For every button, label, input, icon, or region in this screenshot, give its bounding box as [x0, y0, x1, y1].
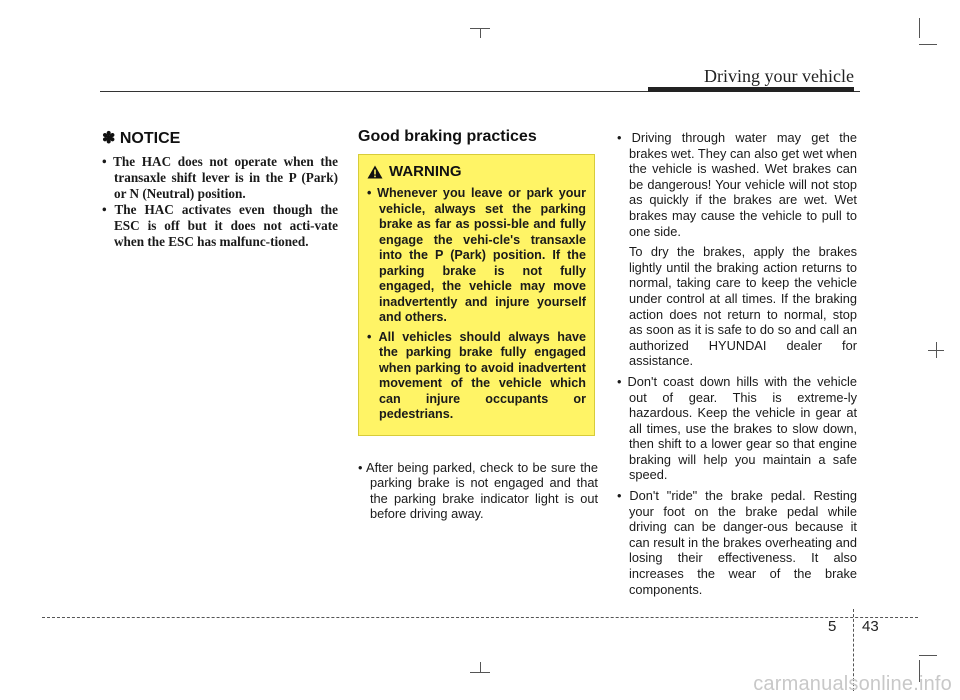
- crop-mark-top-center-v: [480, 28, 481, 38]
- crop-mark-bottom-center-h: [470, 672, 490, 673]
- water-paragraph: To dry the brakes, apply the brakes lightly until the braking action returns to normal, taking care to keep the vehicle under control at all times. If the braking action does not return to normal, stop as soon as it is safe to do so and call an authorized HYUNDAI dealer for assistance.: [629, 244, 857, 369]
- warning-item: • All vehicles should always have the parking brake fully engaged when parking to avoid inadvertent movement of the vehicle which can injure occupants or pedestrians.: [367, 329, 586, 421]
- braking-list-continued: [617, 130, 857, 239]
- watermark: carmanualsonline.info: [753, 673, 952, 695]
- notice-title: ✽ NOTICE: [102, 130, 181, 147]
- braking-item: • After being parked, check to be sure the parking brake is not engaged and that the parking brake indicator light is out before driving away.: [358, 459, 598, 522]
- braking-list-more: [617, 374, 857, 597]
- crop-mark-bottom-center-v: [480, 662, 481, 672]
- footer-rule: [42, 617, 918, 618]
- coast-item: • Don't coast down hills with the vehicle out of gear. This is extreme-ly hazardous. Keep the vehicle in gear at all times, use the brakes to slow down, then shift to a lower gear so that engine braking will help you maintain a safe speed.: [617, 373, 857, 483]
- crop-mark-bottom-right-h: [919, 655, 937, 656]
- chapter-number: 5: [828, 618, 837, 635]
- notice-column: [102, 128, 338, 250]
- page-number: 43: [862, 618, 879, 635]
- notice-item: • The HAC does not operate when the transaxle shift lever is in the P (Park) or N (Neutral) position.: [102, 154, 338, 201]
- warning-triangle-icon: [367, 165, 383, 179]
- water-item: • Driving through water may get the brakes wet. They can also get wet when the vehicle is washed. Wet brakes can be dangerous! Your vehicle will not stop as quickly if the brakes are wet. Wet brakes may cause the vehicle to pull to one side.: [617, 130, 857, 239]
- column-three: [617, 130, 857, 602]
- crop-mark-top-right-v: [919, 18, 920, 38]
- warning-item: • Whenever you leave or park your vehicle, always set the parking brake as far as possi-ble and fully engage the vehi-cle's transaxle into the P (Park) position. If the parking brake is not fully engaged, the vehicle may move inadvertently and injure yourself and others.: [367, 186, 586, 324]
- warning-header: [367, 163, 586, 180]
- notice-item: • The HAC activates even though the ESC is off but it does not acti-vate when the ESC has malfunc-tioned.: [102, 202, 338, 249]
- section-title: Good braking practices: [358, 128, 537, 145]
- ride-item: • Don't "ride" the brake pedal. Resting your foot on the brake pedal while driving can be danger-ous because it can result in the brakes overheating and losing their effectiveness. It also increases the wear of the brake components.: [617, 488, 857, 597]
- crop-mark-top-right-h: [919, 44, 937, 45]
- braking-list: [358, 460, 598, 522]
- notice-list: [102, 154, 338, 250]
- warning-box: [358, 154, 595, 436]
- header-title: Driving your vehicle: [704, 66, 854, 86]
- header-rule-accent: [648, 87, 854, 92]
- warning-title: WARNING: [389, 163, 462, 180]
- warning-list: [367, 186, 586, 423]
- braking-column: [358, 128, 598, 527]
- crop-mark-right-middle-v: [936, 342, 937, 358]
